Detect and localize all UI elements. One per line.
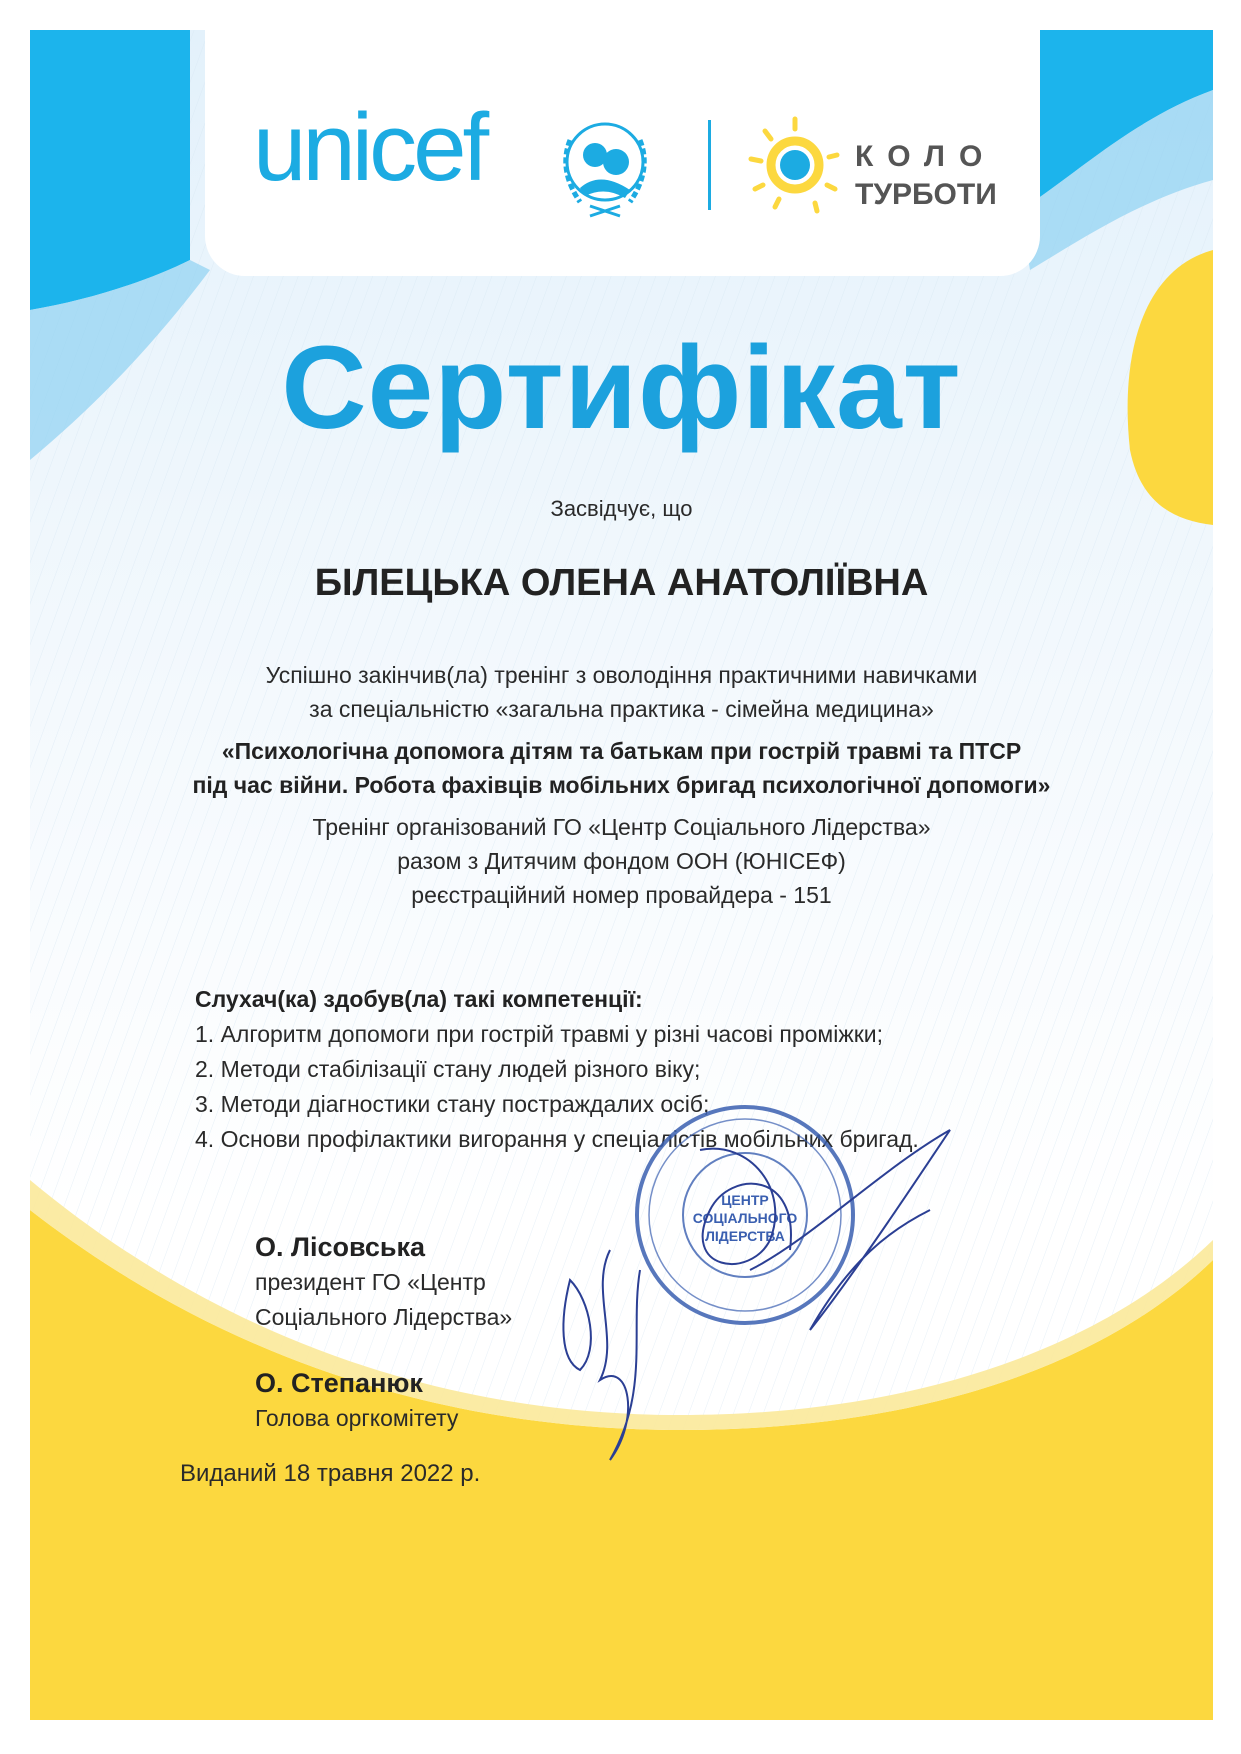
unicef-logo-text: unicef [253,94,486,201]
signatory-1 [255,1230,512,1335]
training-title [30,734,1213,802]
logo-separator [708,120,711,210]
certificate-sheet [30,30,1213,1720]
partner-logo-line2: ТУРБОТИ [855,178,997,211]
svg-text:ЦЕНТР: ЦЕНТР [721,1192,769,1208]
certifies-text: Засвідчує, що [550,496,693,521]
training-title-line-2: під час війни. Робота фахівців мобільних бригад психологічної допомоги» [192,772,1051,798]
completion-line-1: Успішно закінчив(ла) тренінг з оволодіння практичними навичками [265,662,978,688]
competence-item: 2. Методи стабілізації стану людей різного віку; [195,1056,701,1082]
logo-header-card [205,30,1040,276]
competence-item: 1. Алгоритм допомоги при гострій травмі у різні часові проміжки; [195,1021,884,1047]
sun-icon [745,115,845,215]
unicef-emblem-icon [550,110,660,220]
signatory-2 [255,1366,458,1436]
recipient-name: БІЛЕЦЬКА ОЛЕНА АНАТОЛІЇВНА [314,562,929,604]
top-left-blue-shape [30,30,190,310]
svg-text:ЛІДЕРСТВА: ЛІДЕРСТВА [705,1228,785,1244]
competence-item: 3. Методи діагностики стану постраждалих осіб; [195,1091,710,1117]
issue-date: Виданий 18 травня 2022 р. [180,1460,481,1487]
completion-text [30,658,1213,726]
competences-heading: Слухач(ка) здобув(ла) такі компетенції: [195,986,643,1012]
partner-logo-line1: КОЛО [855,140,997,173]
organizer-line-1: Тренінг організований ГО «Центр Соціального Лідерства» [312,814,931,840]
signatory-role: Голова оргкомітету [255,1405,459,1431]
organizer-line-3: реєстраційний номер провайдера - 151 [411,882,832,908]
completion-line-2: за спеціальністю «загальна практика - сімейна медицина» [309,696,934,722]
signatory-name: О. Степанюк [255,1368,423,1398]
training-title-line-1: «Психологічна допомога дітям та батькам при гострій травмі та ПТСР [221,738,1022,764]
signatory-name: О. Лісовська [255,1232,426,1262]
organizer-line-2: разом з Дитячим фондом ООН (ЮНІСЕФ) [397,848,846,874]
signatory-role: Соціального Лідерства» [255,1304,513,1330]
official-stamp-and-signatures [550,1080,990,1500]
svg-text:СОЦІАЛЬНОГО: СОЦІАЛЬНОГО [692,1210,798,1226]
signatory-role: президент ГО «Центр [255,1269,486,1295]
competence-item: 4. Основи профілактики вигорання у спеціалістів мобільних бригад. [195,1126,919,1152]
certificate-title: Сертифікат [281,322,962,454]
organizer-text [30,810,1213,912]
